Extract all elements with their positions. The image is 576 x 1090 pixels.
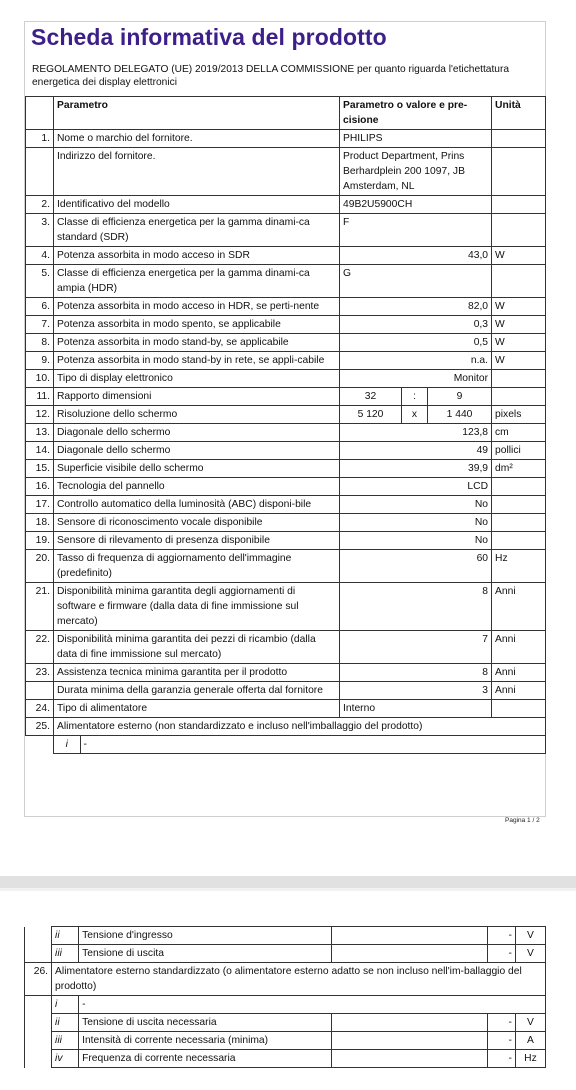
subrow-parameter: Tensione d'ingresso — [79, 927, 331, 945]
row-unit: pollici — [492, 442, 546, 460]
table-row — [26, 424, 546, 442]
table-row — [26, 664, 546, 682]
table-subrow — [25, 945, 546, 963]
subrow-roman: ii — [52, 927, 79, 945]
row-indent — [25, 996, 52, 1014]
row-unit — [492, 370, 546, 388]
row-value: No — [340, 532, 492, 550]
table-row — [26, 388, 546, 406]
header-num — [26, 97, 54, 130]
row-unit: cm — [492, 424, 546, 442]
row-value: Monitor — [340, 370, 492, 388]
row-parameter: Indirizzo del fornitore. — [54, 148, 340, 196]
table-row — [26, 406, 546, 424]
row-unit — [492, 148, 546, 196]
row-parameter: Sensore di riconoscimento vocale disponibile — [54, 514, 340, 532]
row-indent — [25, 927, 52, 945]
row-parameter: Assistenza tecnica minima garantita per il prodotto — [54, 664, 340, 682]
table-row — [26, 496, 546, 514]
subrow-value: - — [487, 1032, 515, 1050]
table-subrow — [25, 1050, 546, 1068]
row-value: 60 — [340, 550, 492, 583]
page-footer: Pagina 1 / 2 — [505, 817, 540, 824]
row-number — [26, 736, 54, 754]
table-row — [26, 514, 546, 532]
row-number: 13. — [26, 424, 54, 442]
table-row — [26, 214, 546, 247]
row-value: 123,8 — [340, 424, 492, 442]
table-header-row — [26, 97, 546, 130]
row-unit — [492, 214, 546, 247]
row-number: 7. — [26, 316, 54, 334]
header-unit: Unità — [492, 97, 546, 130]
table-subrow — [25, 927, 546, 945]
subrow-value: - — [487, 927, 515, 945]
row-parameter: Disponibilità minima garantita degli aggiornamenti di software e firmware (dalla data di fine immissione sul mercato) — [54, 583, 340, 631]
table-row — [26, 532, 546, 550]
row-number: 4. — [26, 247, 54, 265]
row-value-a: 5 120 — [340, 406, 402, 424]
row-unit: W — [492, 316, 546, 334]
row-unit — [492, 532, 546, 550]
row-parameter: Diagonale dello schermo — [54, 424, 340, 442]
row-value: 0,5 — [340, 334, 492, 352]
table-subrow — [25, 1014, 546, 1032]
subrow-unit: V — [515, 927, 545, 945]
row-number: 9. — [26, 352, 54, 370]
row-number: 10. — [26, 370, 54, 388]
product-info-table — [25, 96, 546, 754]
subrow-unit: V — [515, 1014, 545, 1032]
row-number: 6. — [26, 298, 54, 316]
row-value: 49B2U5900CH — [340, 196, 492, 214]
row-value: G — [340, 265, 492, 298]
row-parameter: Potenza assorbita in modo acceso in SDR — [54, 247, 340, 265]
product-sheet-page-1 — [24, 21, 546, 817]
row-number: 3. — [26, 214, 54, 247]
row-parameter: Superficie visibile dello schermo — [54, 460, 340, 478]
row-parameter: Diagonale dello schermo — [54, 442, 340, 460]
table-subrow — [25, 996, 546, 1014]
row-number: 18. — [26, 514, 54, 532]
row-number: 20. — [26, 550, 54, 583]
subrow-spacer — [331, 945, 487, 963]
row-unit: W — [492, 247, 546, 265]
subrow-spacer — [331, 1050, 487, 1068]
row-unit: Anni — [492, 682, 546, 700]
row-unit — [492, 388, 546, 406]
subrow-parameter: Tensione di uscita necessaria — [79, 1014, 331, 1032]
table-row-25 — [26, 718, 546, 736]
row-number: 8. — [26, 334, 54, 352]
row-value: 8 — [340, 583, 492, 631]
row-number: 23. — [26, 664, 54, 682]
row-value: n.a. — [340, 352, 492, 370]
table-row — [26, 583, 546, 631]
row-parameter: Potenza assorbita in modo stand-by, se applicabile — [54, 334, 340, 352]
row-parameter: Tipo di display elettronico — [54, 370, 340, 388]
table-row — [26, 334, 546, 352]
row-value: 3 — [340, 682, 492, 700]
subrow-roman: iii — [52, 1032, 79, 1050]
row-unit: Hz — [492, 550, 546, 583]
row-unit: dm² — [492, 460, 546, 478]
row-number: 22. — [26, 631, 54, 664]
row-unit: Anni — [492, 631, 546, 664]
row-value: Product Department, Prins Berhardplein 200 1097, JB Amsterdam, NL — [340, 148, 492, 196]
header-value: Parametro o valore e pre-cisione — [340, 97, 492, 130]
table-row — [26, 148, 546, 196]
row-value: F — [340, 214, 492, 247]
row-unit — [492, 700, 546, 718]
row-number: 5. — [26, 265, 54, 298]
table-row — [26, 247, 546, 265]
row-parameter: Nome o marchio del fornitore. — [54, 130, 340, 148]
row-value-b: 9 — [428, 388, 492, 406]
row-parameter: Tecnologia del pannello — [54, 478, 340, 496]
subrow-roman: ii — [52, 1014, 79, 1032]
row-value-a: 32 — [340, 388, 402, 406]
row-value: No — [340, 496, 492, 514]
row-parameter: Identificativo del modello — [54, 196, 340, 214]
row-unit: pixels — [492, 406, 546, 424]
row-value-separator: : — [402, 388, 428, 406]
row-number: 14. — [26, 442, 54, 460]
row-number: 24. — [26, 700, 54, 718]
row-unit — [492, 130, 546, 148]
subrow-spacer — [331, 927, 487, 945]
row-number: 1. — [26, 130, 54, 148]
subrow-parameter: Intensità di corrente necessaria (minima) — [79, 1032, 331, 1050]
row-value-separator: x — [402, 406, 428, 424]
page-separator — [0, 876, 576, 888]
row-parameter: Disponibilità minima garantita dei pezzi di ricambio (dalla data di fine immissione sul mercato) — [54, 631, 340, 664]
row-number: 19. — [26, 532, 54, 550]
row-number: 17. — [26, 496, 54, 514]
row-value: 0,3 — [340, 316, 492, 334]
subrow-roman: i — [52, 996, 79, 1014]
row-unit — [492, 514, 546, 532]
row-parameter: Classe di efficienza energetica per la gamma dinami-ca standard (SDR) — [54, 214, 340, 247]
row-unit: W — [492, 298, 546, 316]
page-title: Scheda informativa del prodotto — [31, 24, 387, 50]
row-unit: W — [492, 334, 546, 352]
row-value: 82,0 — [340, 298, 492, 316]
row-number — [26, 682, 54, 700]
row-parameter: Tipo di alimentatore — [54, 700, 340, 718]
product-sheet-page-2 — [24, 923, 544, 1069]
table-subrow — [26, 736, 546, 754]
table-row — [26, 298, 546, 316]
row-parameter: Alimentatore esterno (non standardizzato e incluso nell'imballaggio del prodotto) — [54, 718, 546, 736]
table-row — [26, 460, 546, 478]
subrow-roman: iii — [52, 945, 79, 963]
row-parameter: Controllo automatico della luminosità (ABC) disponi-bile — [54, 496, 340, 514]
subrow-value: - — [80, 736, 545, 753]
row-indent — [25, 1014, 52, 1032]
row-parameter: Tasso di frequenza di aggiornamento dell'immagine (predefinito) — [54, 550, 340, 583]
table-row — [26, 352, 546, 370]
subrow-roman: i — [54, 736, 80, 753]
table-row — [26, 130, 546, 148]
row-subtable — [54, 736, 546, 754]
table-row — [26, 631, 546, 664]
row-value: 8 — [340, 664, 492, 682]
row-unit: Anni — [492, 664, 546, 682]
page-separator-shadow — [0, 888, 576, 891]
row-number: 16. — [26, 478, 54, 496]
row-indent — [25, 1050, 52, 1068]
table-row — [26, 478, 546, 496]
row-indent — [25, 1032, 52, 1050]
row-value: LCD — [340, 478, 492, 496]
row-parameter: Sensore di rilevamento di presenza disponibile — [54, 532, 340, 550]
row-value: 7 — [340, 631, 492, 664]
row-parameter: Rapporto dimensioni — [54, 388, 340, 406]
row-number: 26. — [25, 963, 52, 996]
row-parameter: Classe di efficienza energetica per la gamma dinami-ca ampia (HDR) — [54, 265, 340, 298]
row-value: 49 — [340, 442, 492, 460]
table-subrow — [25, 1032, 546, 1050]
subrow-parameter: Tensione di uscita — [79, 945, 331, 963]
table-row-26 — [25, 963, 546, 996]
row-number: 11. — [26, 388, 54, 406]
row-indent — [25, 945, 52, 963]
table-row — [26, 265, 546, 298]
row-parameter: Alimentatore esterno standardizzato (o alimentatore esterno adatto se non incluso nell'im-ballaggio del prodotto) — [52, 963, 546, 996]
row-number — [26, 148, 54, 196]
row-value-b: 1 440 — [428, 406, 492, 424]
row-number: 25. — [26, 718, 54, 736]
subrow-value: - — [487, 1014, 515, 1032]
row-unit — [492, 478, 546, 496]
row-parameter: Potenza assorbita in modo acceso in HDR, se perti-nente — [54, 298, 340, 316]
table-row — [26, 700, 546, 718]
product-info-table-continued — [24, 926, 546, 1068]
row-number: 2. — [26, 196, 54, 214]
subrow-unit: V — [515, 945, 545, 963]
subrow-unit: A — [515, 1032, 545, 1050]
table-row — [26, 442, 546, 460]
subrow-roman: iv — [52, 1050, 79, 1068]
row-unit — [492, 496, 546, 514]
header-parameter: Parametro — [54, 97, 340, 130]
row-number: 15. — [26, 460, 54, 478]
row-parameter: Durata minima della garanzia generale offerta dal fornitore — [54, 682, 340, 700]
row-parameter: Risoluzione dello schermo — [54, 406, 340, 424]
table-row — [26, 316, 546, 334]
subrow-value: - — [79, 996, 546, 1014]
row-parameter: Potenza assorbita in modo stand-by in rete, se appli-cabile — [54, 352, 340, 370]
row-value: No — [340, 514, 492, 532]
subrow-value: - — [487, 945, 515, 963]
subrow-spacer — [331, 1032, 487, 1050]
table-row — [26, 196, 546, 214]
row-unit — [492, 265, 546, 298]
table-row — [26, 550, 546, 583]
row-value: PHILIPS — [340, 130, 492, 148]
row-unit: W — [492, 352, 546, 370]
row-value: 43,0 — [340, 247, 492, 265]
subrow-unit: Hz — [515, 1050, 545, 1068]
subrow-parameter: Frequenza di corrente necessaria — [79, 1050, 331, 1068]
row-parameter: Potenza assorbita in modo spento, se applicabile — [54, 316, 340, 334]
row-value: 39,9 — [340, 460, 492, 478]
subrow-spacer — [331, 1014, 487, 1032]
row-number: 12. — [26, 406, 54, 424]
row-unit: Anni — [492, 583, 546, 631]
subrow-value: - — [487, 1050, 515, 1068]
table-row — [26, 370, 546, 388]
regulation-intro: REGOLAMENTO DELEGATO (UE) 2019/2013 DELLA COMMISSIONE per quanto riguarda l'etichettatura energetica dei display elettronici — [32, 64, 509, 88]
row-unit — [492, 196, 546, 214]
table-row — [26, 682, 546, 700]
row-number: 21. — [26, 583, 54, 631]
row-value: Interno — [340, 700, 492, 718]
